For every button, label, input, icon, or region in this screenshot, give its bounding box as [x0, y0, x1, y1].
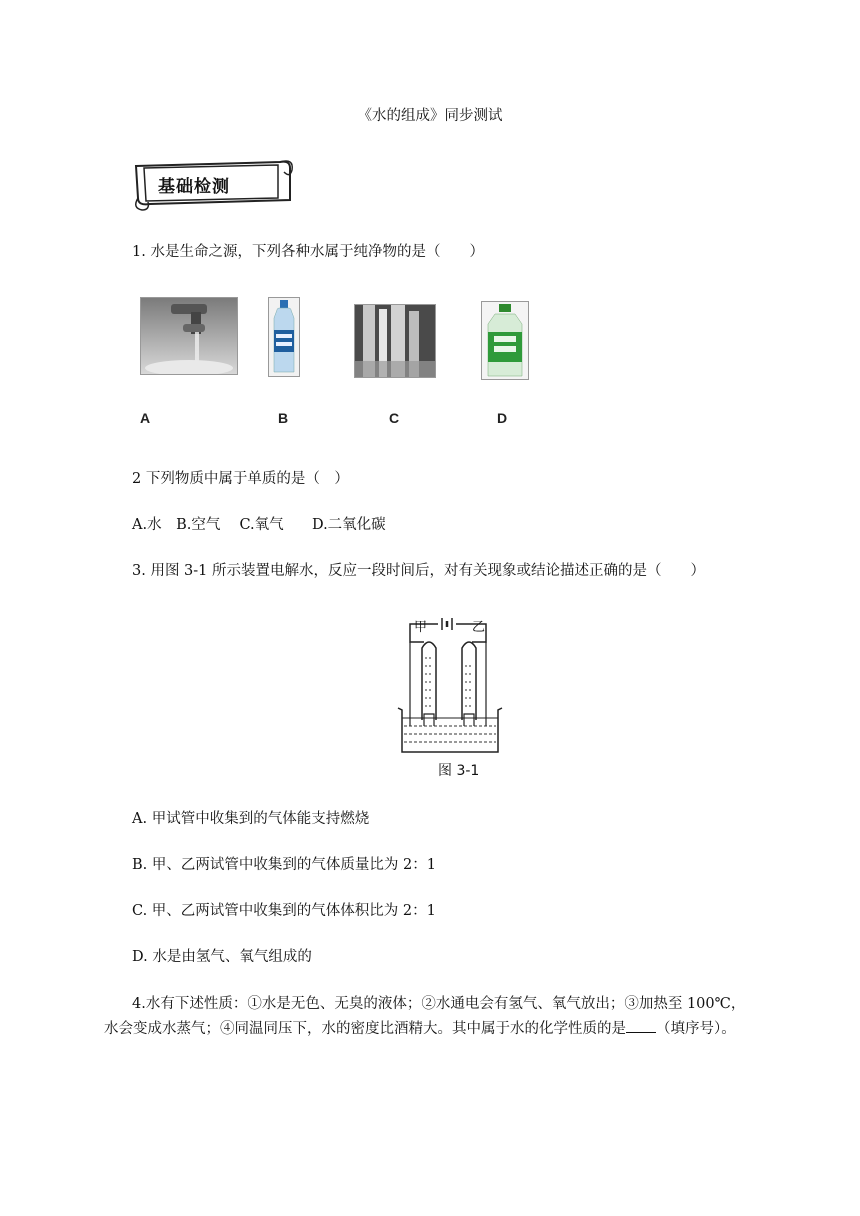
mineral-water-bottle-image: [481, 301, 529, 380]
q1-option-b: B: [278, 410, 289, 426]
answer-blank[interactable]: [626, 1018, 656, 1033]
q3-option-d: D. 水是由氢气、氧气组成的: [132, 949, 312, 965]
q3-option-b: B. 甲、乙两试管中收集到的气体质量比为 2：1: [132, 857, 436, 873]
tap-water-image: [140, 297, 238, 375]
q3-stem: 3. 用图 3-1 所示装置电解水，反应一段时间后，对有关现象或结论描述正确的是（ ）: [132, 563, 706, 579]
electrolysis-apparatus-diagram: [390, 618, 506, 758]
bottled-water-image: [268, 297, 300, 377]
section-banner: [130, 154, 296, 212]
q4-line-1: 4.水有下述性质：①水是无色、无臭的液体；②水通电会有氢气、氧气放出；③加热至 100℃，: [132, 996, 746, 1012]
q1-option-c: C: [389, 410, 400, 426]
q3-option-c: C. 甲、乙两试管中收集到的气体体积比为 2：1: [132, 903, 436, 919]
q2-options: A.水 B.空气 C.氧气 D.二氧化碳: [132, 517, 386, 533]
q1-stem: 1. 水是生命之源，下列各种水属于纯净物的是（ ）: [132, 244, 484, 260]
electrolysis-figure: [390, 618, 506, 783]
waterfall-image: [354, 304, 436, 378]
page-title: 《水的组成》同步测试: [357, 108, 503, 124]
q1-option-d: D: [497, 410, 508, 426]
tube-label-jia: 甲: [414, 620, 428, 635]
q2-stem: 2 下列物质中属于单质的是（ ）: [132, 471, 349, 487]
q1-option-a: A: [140, 410, 151, 426]
section-banner-label: 基础检测: [158, 177, 230, 197]
figure-caption: 图 3-1: [438, 763, 480, 779]
tube-label-yi: 乙: [472, 620, 486, 635]
q3-option-a: A. 甲试管中收集到的气体能支持燃烧: [132, 811, 370, 827]
q4-line-2-text: 水会变成水蒸气；④同温同压下，水的密度比酒精大。其中属于水的化学性质的是: [104, 1021, 626, 1037]
q4-line-2: [104, 1018, 736, 1039]
q4-line-2-suffix: （填序号）。: [656, 1021, 736, 1037]
